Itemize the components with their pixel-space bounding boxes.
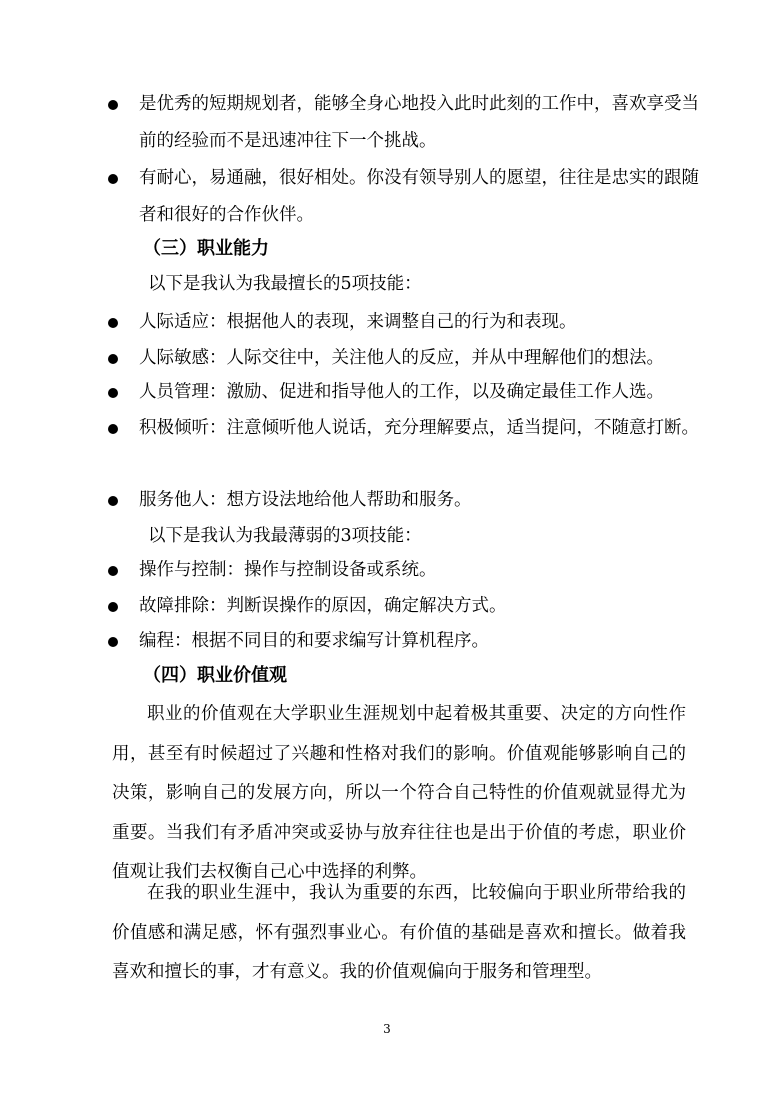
- section-heading: （三）职业能力: [143, 238, 269, 259]
- list-item: 人员管理：激励、促进和指导他人的工作，以及确定最佳工作人选。: [108, 374, 700, 411]
- bullet-icon: [108, 354, 118, 364]
- list-item: 编程：根据不同目的和要求编写计算机程序。: [108, 623, 700, 660]
- list-item: 是优秀的短期规划者，能够全身心地投入此时此刻的工作中，喜欢享受当前的经验而不是迅速冲往下一个挑战。: [108, 86, 700, 160]
- intro-text: 以下是我认为我最擅长的5项技能：: [148, 274, 422, 294]
- bullet-icon: [108, 318, 118, 328]
- bullet-icon: [108, 174, 118, 184]
- bullet-icon: [108, 424, 118, 434]
- bullet-icon: [108, 100, 118, 110]
- section-heading: （四）职业价值观: [143, 665, 287, 686]
- list-item: 操作与控制：操作与控制设备或系统。: [108, 552, 700, 589]
- list-item: 故障排除：判断误操作的原因，确定解决方式。: [108, 588, 700, 625]
- list-item: 服务他人：想方设法地给他人帮助和服务。: [108, 482, 700, 519]
- list-item: 积极倾听：注意倾听他人说话，充分理解要点，适当提问，不随意打断。: [108, 410, 700, 447]
- list-item: 有耐心，易通融，很好相处。你没有领导别人的愿望，往往是忠实的跟随者和很好的合作伙伴。: [108, 160, 700, 234]
- bullet-icon: [108, 496, 118, 506]
- list-item: 人际适应：根据他人的表现，来调整自己的行为和表现。: [108, 304, 700, 341]
- bullet-icon: [108, 388, 118, 398]
- intro-text: 以下是我认为我最薄弱的3项技能：: [148, 526, 422, 546]
- bullet-icon: [108, 566, 118, 576]
- bullet-icon: [108, 637, 118, 647]
- paragraph: 职业的价值观在大学职业生涯规划中起着极其重要、决定的方向性作用，甚至有时候超过了兴趣和性格对我们的影响。价值观能够影响自己的决策，影响自己的发展方向，所以一个符合自己特性的价值观就显得尤为重要。当我们有矛盾冲突或妥协与放弃往往也是出于价值的考虑，职业价值观让我们去权衡自己心中选择的利弊。: [112, 704, 686, 882]
- paragraph: 在我的职业生涯中，我认为重要的东西，比较偏向于职业所带给我的价值感和满足感，怀有强烈事业心。有价值的基础是喜欢和擅长。做着我喜欢和擅长的事，才有意义。我的价值观偏向于服务和管理型。: [112, 883, 686, 982]
- bullet-icon: [108, 602, 118, 612]
- list-item: 人际敏感：人际交往中，关注他人的反应，并从中理解他们的想法。: [108, 340, 700, 377]
- page-number: 3: [383, 1022, 391, 1036]
